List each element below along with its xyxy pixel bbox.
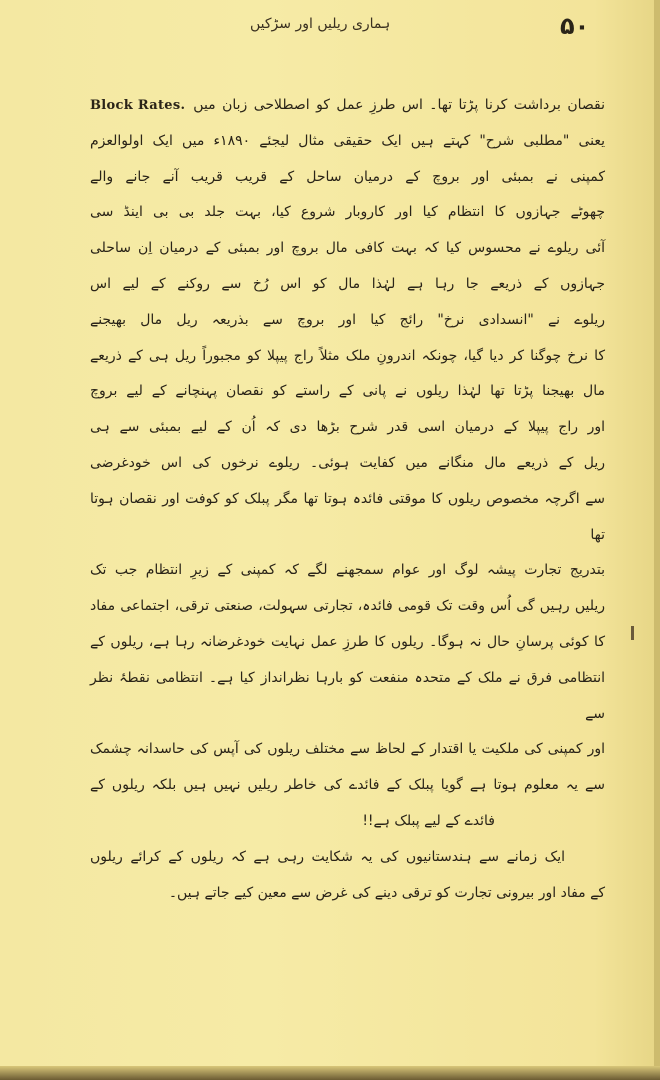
page-number: ۵۰ [560,12,590,40]
running-title: ہماری ریلیں اور سڑکیں [250,16,391,32]
text-line: چھوٹے جہازوں کا انتظام کیا اور کاروبار شروع کیا، بہت جلد بی بی اینڈ سی [90,204,605,221]
text-line: انتظامی فرق نے ملک کے متحدہ منفعت کو بارہا نظرانداز کیا ہے۔ انتظامی نقطۂ نظر سے [90,669,605,722]
page-edge [654,0,660,1080]
text-line: کا کوئی پرسانِ حال نہ ہوگا۔ ریلوں کا طرزِ عمل نہایت خودغرضانہ رہا ہے، ریلوں کے [90,633,605,650]
text-line: کمپنی نے بمبئی اور بروچ کے درمیان ساحل کے قریب قریب آنے جانے والے [90,168,605,185]
page-bottom-shadow [0,1066,660,1080]
text-line: سے اگرچہ مخصوص ریلوں کا موقتی فائدہ ہوتا تھا مگر پبلک کو کوفت اور نقصان ہوتا تھا [90,490,605,543]
text-line [90,88,605,124]
text-line: ریل کے ذریعے مال منگانے میں کفایت ہوئی۔ ریلوے نرخوں کی اس خودغرضی [90,454,605,471]
text-line: کا نرخ چوگنا کر دیا گیا، چونکہ اندرونِ ملک مثلاً راج پیپلا کو مجبوراً ریل ہی کے ذریعے [90,347,605,364]
text-line: مال بھیجنا پڑتا تھا لہٰذا ریلوں نے پانی کے راستے کو نقصان پہنچانے کے لیے بروچ [90,383,605,400]
text-line: یعنی "مطلبی شرح" کہتے ہیں ایک حقیقی مثال لیجئے ۱۸۹۰ء میں ایک اولوالعزم [90,132,605,149]
text-line: آئی ریلوے نے محسوس کیا کہ بہت کافی مال بروچ اور بمبئی کے درمیان اِن ساحلی [90,240,605,257]
text-line: اور کمپنی کی ملکیت یا اقتدار کے لحاظ سے مختلف ریلوں کی آپس کی حاسدانہ چشمک [90,741,605,758]
text-line: اور راج پیپلا کے درمیان اسی قدر شرح بڑھا دی کہ اُن کے لیے بمبئی سے ہی [90,419,605,436]
text-line-urdu: نقصان برداشت کرنا پڑتا تھا۔ اس طرزِ عمل کو اصطلاحی زبان میں [193,97,605,113]
text-line-paragraph-start: ایک زمانے سے ہندستانیوں کی یہ شکایت رہی ہے کہ ریلوں کے کرائے ریلوں [90,848,565,865]
text-line: بتدریج تجارت پیشہ لوگ اور عوام سمجھنے لگے کہ کمپنی کے زیرِ انتظام جب تک [90,562,605,579]
text-line: ریلوے نے "انسدادی نرخ" رائج کیا اور بروچ سے بذریعہ ریل مال بھیجنے [90,311,605,328]
english-term: Block Rates. [90,98,186,113]
text-line: سے یہ معلوم ہوتا ہے گویا پبلک کے فائدے کی خاطر ریلیں نہیں ہیں بلکہ ریلوں کے [90,777,605,794]
text-line: ریلیں رہیں گی اُس وقت تک قومی فائدہ، تجارتی سہولت، صنعتی ترقی، اجتماعی مفاد [90,598,605,615]
text-line-paragraph-end: فائدے کے لیے پبلک ہے!! [362,812,495,829]
page-header [0,12,654,42]
margin-mark [631,626,634,640]
body-text [90,88,605,911]
text-line: جہازوں کے ذریعے جا رہا ہے لہٰذا مال کو اس رُخ سے روکنے کے لیے اس [90,275,605,292]
text-line-paragraph-end: کے مفاد اور بیرونی تجارت کو ترقی دینے کی غرض سے معین کیے جاتے ہیں۔ [168,884,605,901]
